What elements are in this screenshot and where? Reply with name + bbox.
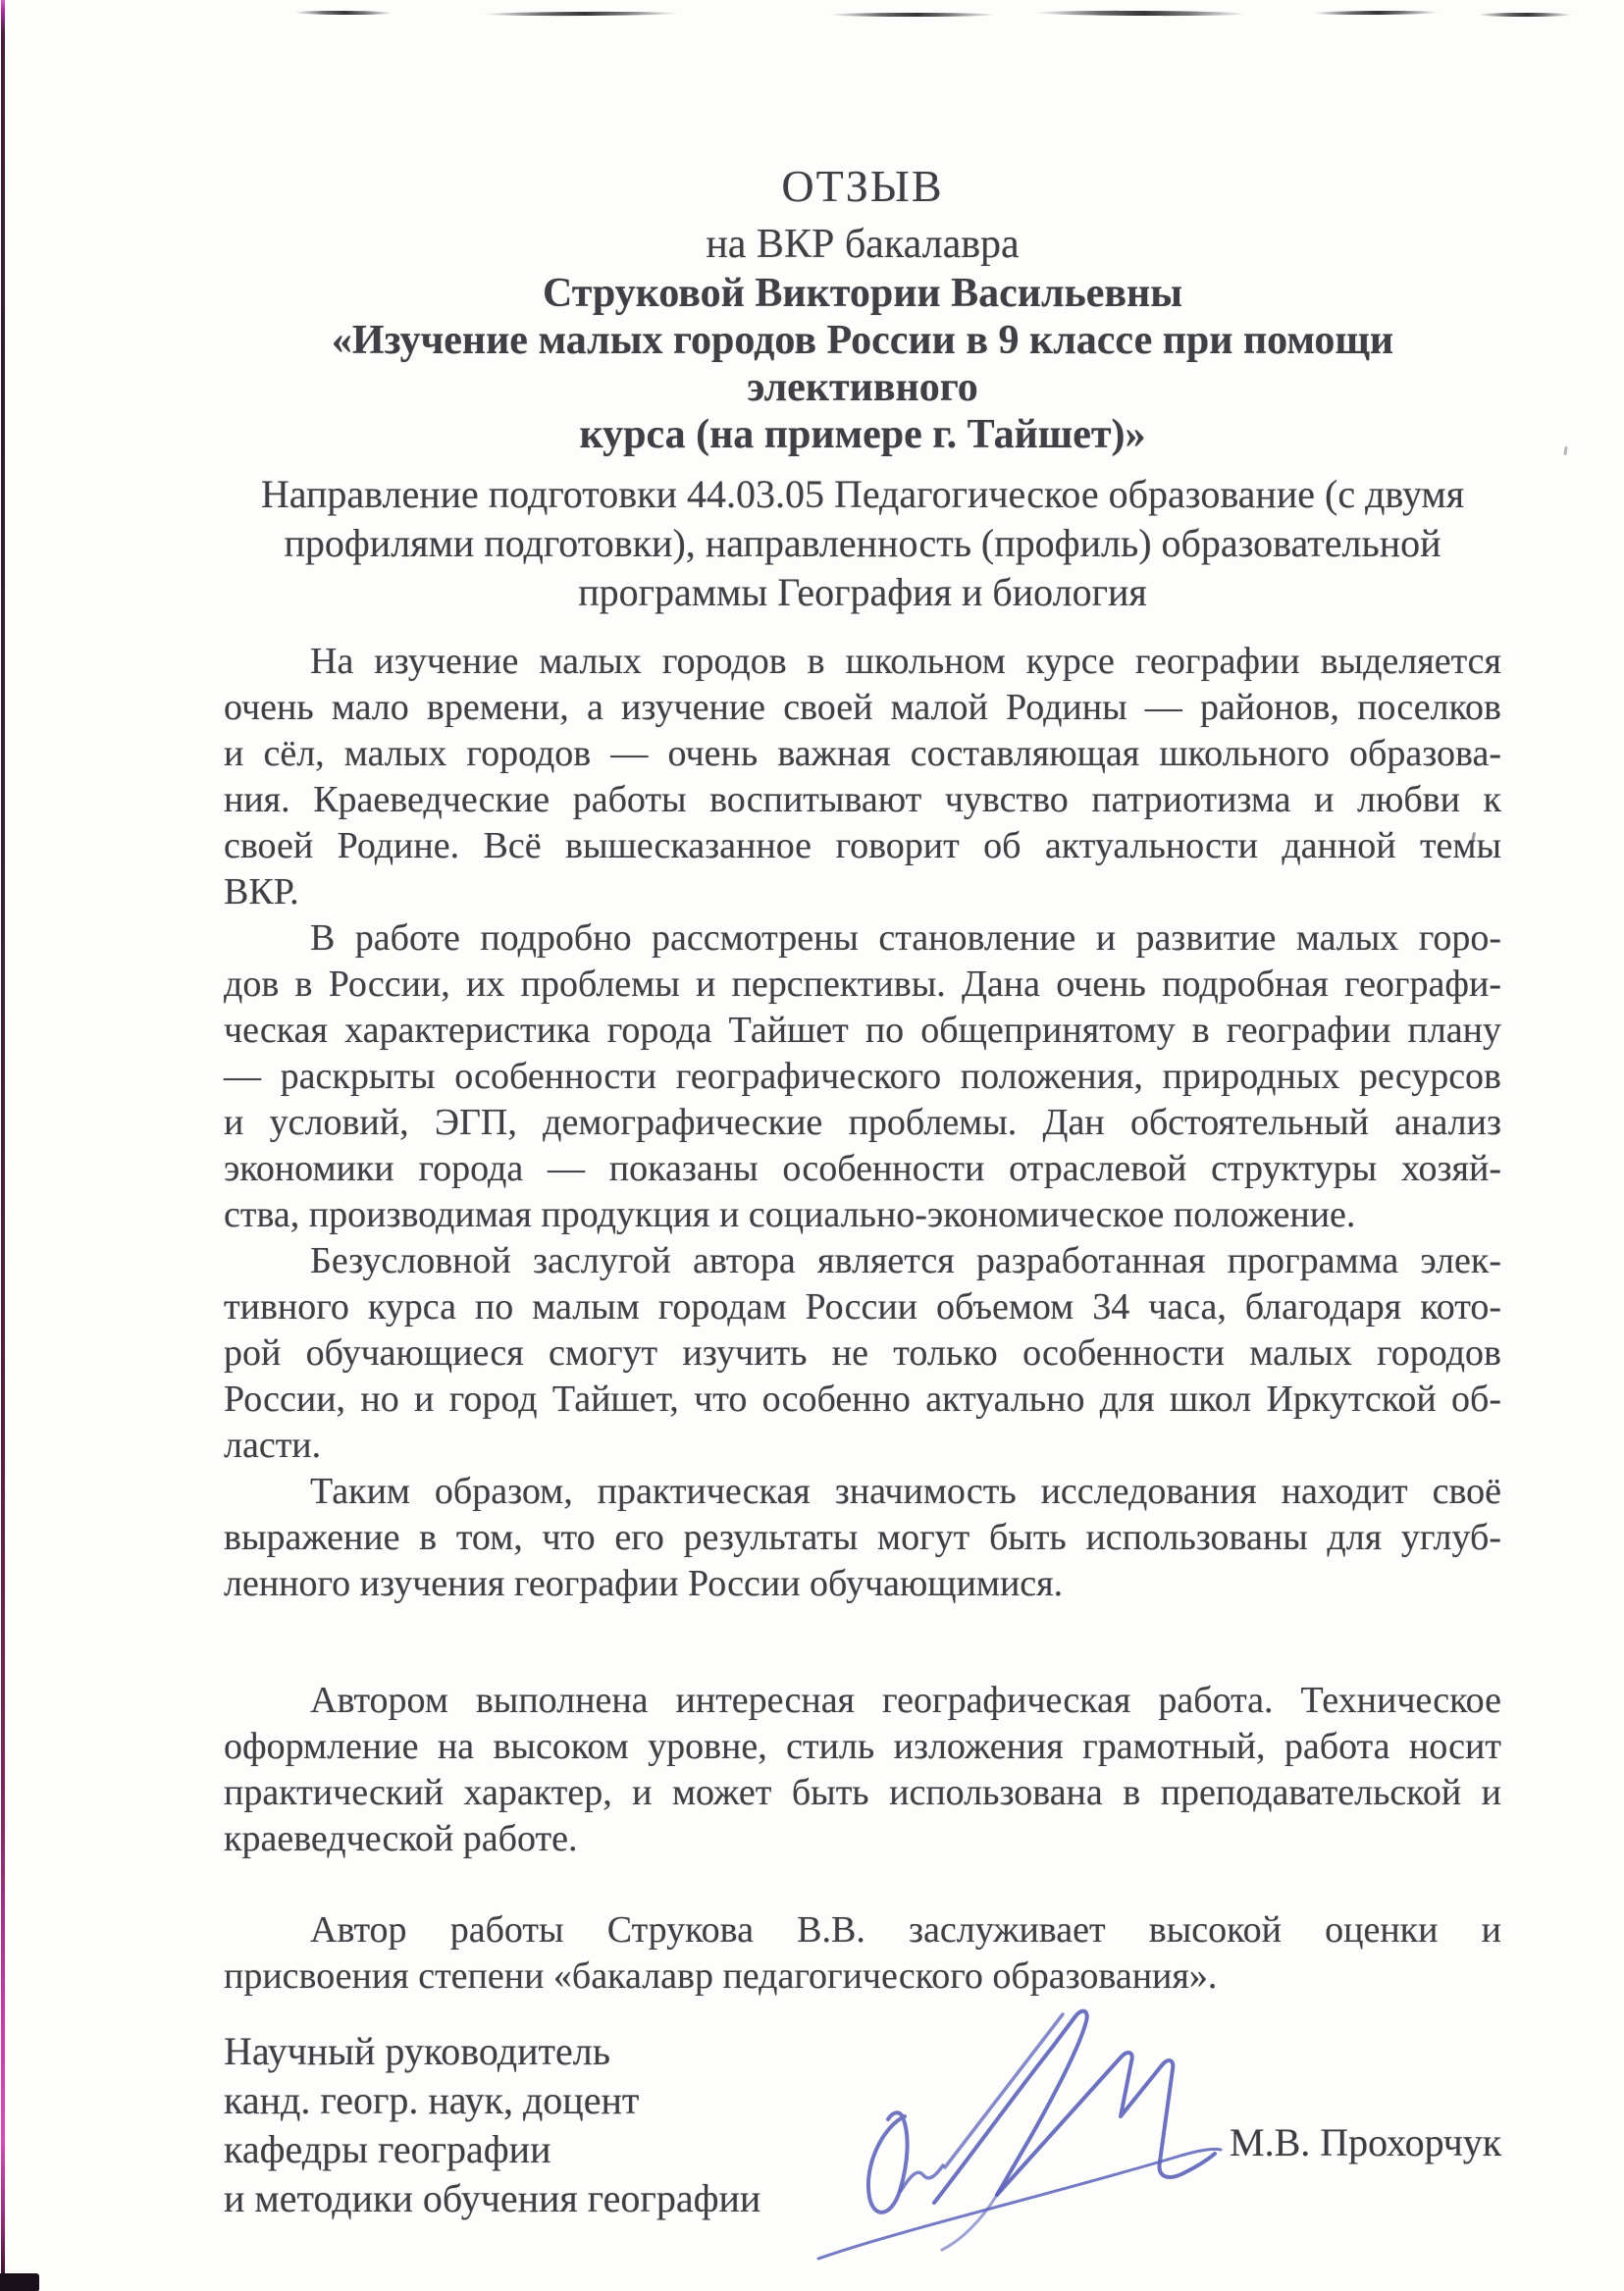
text-line: Таким образом, практическая значимость исследования находит своё — [310, 1471, 1501, 1512]
document-title: ОТЗЫВ — [781, 161, 944, 211]
text-line: На изучение малых городов в школьном курсе географии выделяется — [310, 641, 1501, 682]
text-line: В работе подробно рассмотрены становление и развитие малых горо- — [310, 917, 1501, 959]
text-line: дов в России, их проблемы и перспективы. Дана очень подробная географи- — [224, 963, 1501, 1005]
program-info — [224, 470, 1501, 617]
text-line: краеведческой работе. — [224, 1818, 578, 1859]
scan-top-streak — [1478, 13, 1572, 17]
text-line: и сёл, малых городов — очень важная составляющая школьного образова- — [224, 733, 1501, 774]
text-line: Научный руководитель — [224, 2029, 610, 2073]
text-line: ческая характеристика города Тайшет по общепринятому в географии плану — [224, 1010, 1501, 1051]
text-line: «Изучение малых городов России в 9 классе при помощи элективного — [331, 318, 1394, 410]
text-line: кафедры географии — [224, 2127, 551, 2171]
scan-top-streak — [483, 11, 679, 16]
text-line: выражение в том, что его результаты могут быть использованы для углуб- — [224, 1517, 1501, 1558]
review-paragraph — [224, 915, 1501, 1238]
review-body — [224, 639, 1501, 2000]
text-line: ленного изучения географии России обучающимися. — [224, 1563, 1064, 1604]
scan-top-streak — [294, 11, 393, 16]
review-paragraph — [224, 639, 1501, 915]
text-line: — раскрыты особенности географического положения, природных ресурсов — [224, 1056, 1501, 1097]
review-paragraph — [224, 1678, 1501, 1862]
document-subtitle: на ВКР бакалавра — [706, 222, 1020, 267]
scan-corner-mark — [0, 2273, 39, 2291]
text-line: канд. геогр. наук, доцент — [224, 2078, 640, 2122]
text-line: своей Родине. Всё вышесказанное говорит об актуальности данной темы — [224, 825, 1501, 866]
text-line: присвоения степени «бакалавр педагогического образования». — [224, 1955, 1218, 1997]
text-line: ния. Краеведческие работы воспитывают чувство патриотизма и любви к — [224, 779, 1501, 820]
text-line: ВКР. — [224, 871, 299, 912]
text-line: очень мало времени, а изучение своей малой Родины — районов, поселков — [224, 687, 1501, 728]
text-line: рой обучающиеся смогут изучить не только особенности малых городов — [224, 1332, 1501, 1374]
text-line: России, но и город Тайшет, что особенно актуально для школ Иркутской об- — [224, 1379, 1501, 1420]
text-line: экономики города — показаны особенности отраслевой структуры хозяй- — [224, 1148, 1501, 1189]
text-line: профилями подготовки), направленность (профиль) образовательной — [284, 521, 1441, 565]
text-line: ства, производимая продукция и социально-экономическое положение. — [224, 1194, 1356, 1235]
scan-left-edge-line — [1, 0, 5, 2291]
text-line: ласти. — [224, 1425, 322, 1466]
document-content — [224, 162, 1501, 2223]
scan-top-streak — [1313, 11, 1439, 16]
scan-speck — [1563, 446, 1567, 455]
text-line: Направление подготовки 44.03.05 Педагогическое образование (с двумя — [260, 472, 1465, 516]
scan-top-streak — [1035, 10, 1246, 16]
thesis-author-name: Струковой Виктории Васильевны — [542, 271, 1183, 316]
scan-top-streak — [829, 13, 996, 17]
text-line: курса (на примере г. Тайшет)» — [579, 412, 1146, 457]
thesis-title — [224, 317, 1501, 458]
text-line: тивного курса по малым городам России объемом 34 часа, благодаря кото- — [224, 1286, 1501, 1328]
text-line: Автором выполнена интересная географическая работа. Техническое — [310, 1680, 1501, 1721]
text-line: оформление на высоком уровне, стиль изложения грамотный, работа носит — [224, 1726, 1501, 1767]
text-line: Автор работы Струкова В.В. заслуживает высокой оценки и — [310, 1909, 1501, 1951]
text-line: практический характер, и может быть использована в преподавательской и — [224, 1772, 1501, 1813]
review-paragraph — [224, 1238, 1501, 1469]
review-paragraph — [224, 1469, 1501, 1607]
text-line: и условий, ЭГП, демографические проблемы. Дан обстоятельный анализ — [224, 1102, 1501, 1143]
text-line: Безусловной заслугой автора является разработанная программа элек- — [310, 1240, 1501, 1281]
text-line: и методики обучения географии — [224, 2176, 761, 2220]
signer-name: М.В. Прохорчук — [1230, 2120, 1502, 2164]
text-line: программы География и биология — [578, 570, 1147, 614]
